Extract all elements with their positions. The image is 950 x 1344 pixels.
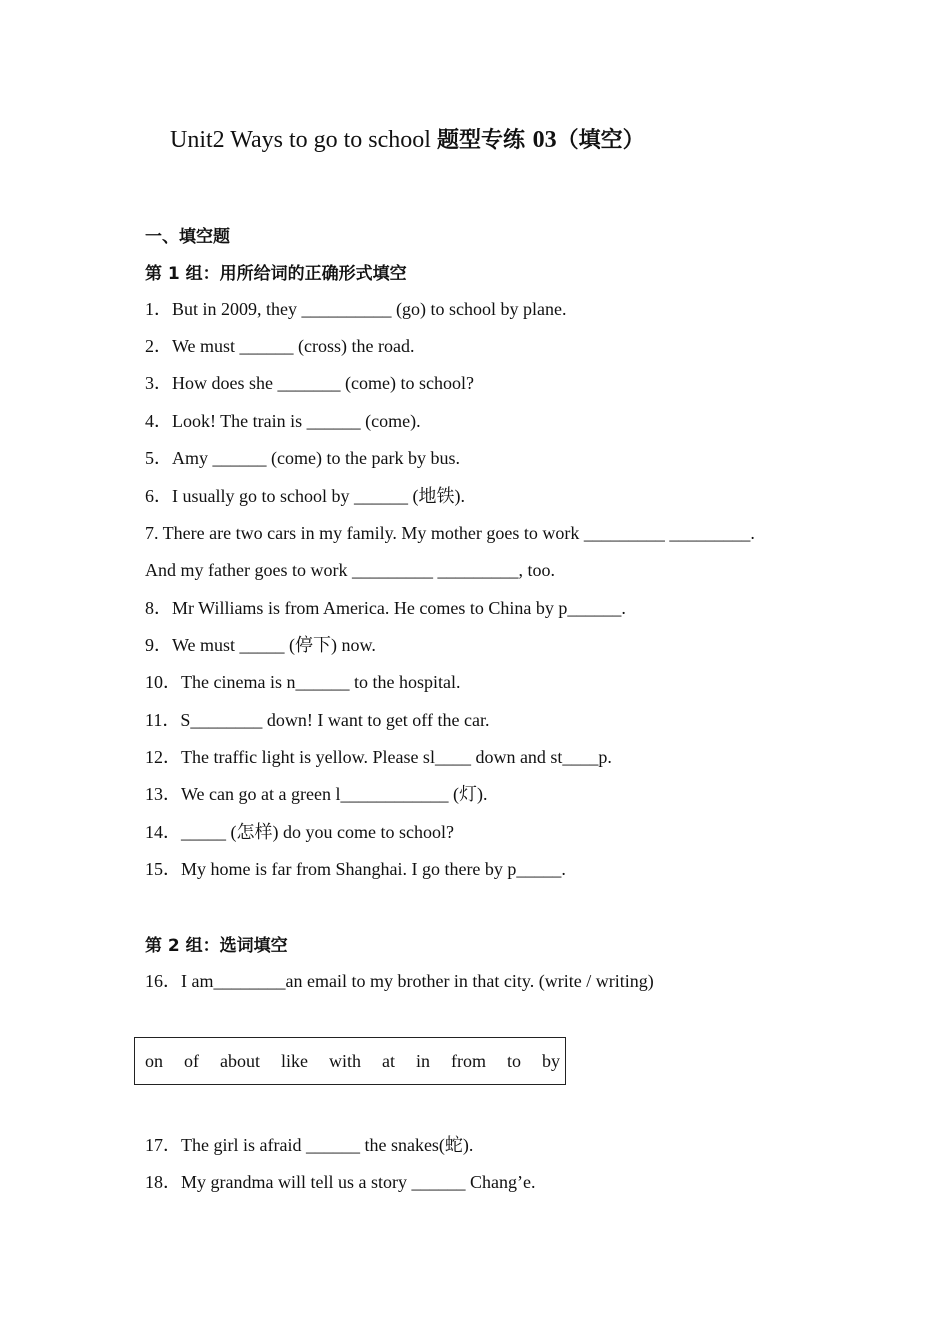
word-bank-item: in [416,1050,431,1071]
word-bank-item: of [184,1050,199,1071]
question-18: 18．My grandma will tell us a story ______ Chang’e. [145,1172,536,1192]
title-number: 03 [532,127,557,153]
word-bank-item: by [542,1050,561,1071]
question-13: 13．We can go at a green l____________ (灯). [145,784,488,804]
question-11: 11．S________ down! I want to get off the car. [145,710,490,730]
question-1: 1．But in 2009, they __________ (go) to school by plane. [145,299,567,319]
title-suffix: （填空） [556,128,645,153]
question-14: 14．_____ (怎样) do you come to school? [145,822,454,842]
question-10: 10．The cinema is n______ to the hospital. [145,672,461,692]
word-bank-item: like [281,1050,308,1071]
word-bank-item: to [507,1050,522,1071]
question-4: 4．Look! The train is ______ (come). [145,411,421,431]
title-english: Unit2 Ways to go to school [170,127,437,153]
question-5: 5．Amy ______ (come) to the park by bus. [145,448,460,468]
question-6: 6．I usually go to school by ______ (地铁). [145,486,465,506]
group1-heading: 第 1 组：用所给词的正确形式填空 [145,264,407,284]
question-8: 8．Mr Williams is from America. He comes to China by p______. [145,598,626,618]
question-7-continued: And my father goes to work _________ _________, too. [145,560,555,580]
question-17: 17．The girl is afraid ______ the snakes(蛇). [145,1135,474,1155]
title-chinese: 题型专练 [436,128,533,153]
word-bank-item: with [329,1050,362,1071]
word-bank-item: at [382,1050,396,1071]
word-bank-box [134,1037,566,1085]
question-16: 16．I am________an email to my brother in that city. (write / writing) [145,971,654,991]
question-2: 2．We must ______ (cross) the road. [145,336,415,356]
question-12: 12．The traffic light is yellow. Please sl____ down and st____p. [145,747,612,767]
question-9: 9．We must _____ (停下) now. [145,635,376,655]
section-heading: 一、填空题 [145,227,230,247]
word-bank-item: from [451,1050,487,1071]
group2-heading: 第 2 组：选词填空 [145,936,288,956]
question-15: 15．My home is far from Shanghai. I go there by p_____. [145,859,566,879]
word-bank-item: on [145,1050,163,1071]
word-bank-item: about [220,1050,260,1071]
question-3: 3．How does she _______ (come) to school? [145,373,474,393]
page-title [170,122,645,159]
question-7: 7. There are two cars in my family. My mother goes to work _________ _________. [145,523,755,543]
